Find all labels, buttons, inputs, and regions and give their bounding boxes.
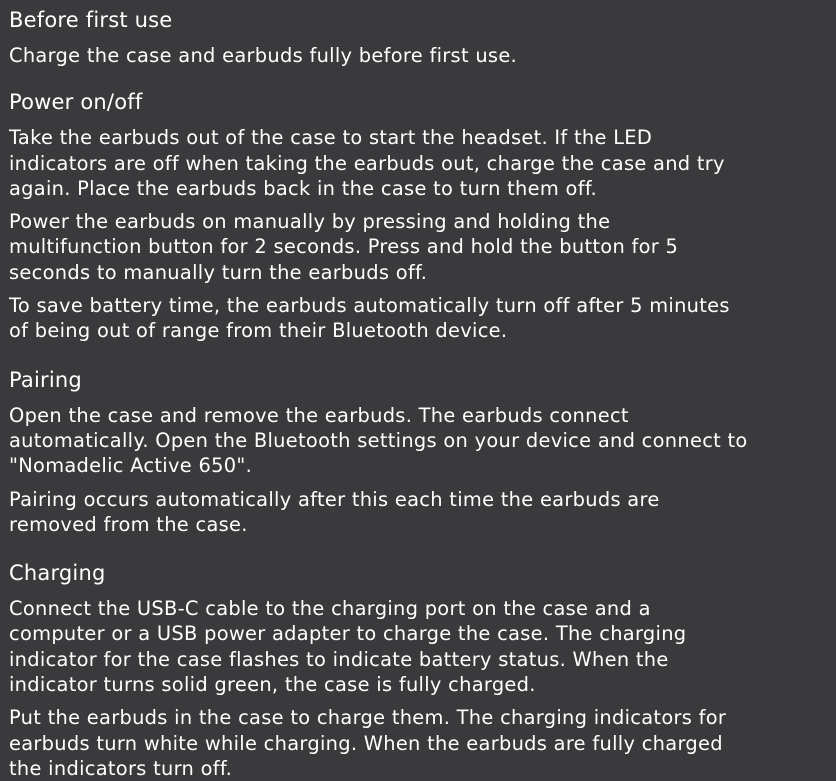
section-heading: Power on/off <box>9 90 143 115</box>
section-paragraph: Take the earbuds out of the case to start the headset. If the LED indicators are off when taking the earbuds out, charge the case and try again. Place the earbuds back in the case to turn them off. <box>9 126 725 200</box>
section-heading: Before first use <box>9 8 173 32</box>
section-paragraph: To save battery time, the earbuds automatically turn off after 5 minutes of being out of range from their Bluetooth device. <box>9 294 730 343</box>
section-paragraph: Put the earbuds in the case to charge them. The charging indicators for earbuds turn white while charging. When the earbuds are fully charged the indicators turn off. <box>9 706 727 780</box>
section-paragraph: Power the earbuds on manually by pressing and holding the multifunction button for 2 seconds. Press and hold the button for 5 seconds to manually turn the earbuds off. <box>9 210 679 284</box>
section-heading: Charging <box>9 561 106 586</box>
section-paragraph: Charge the case and earbuds fully before first use. <box>9 44 518 67</box>
section-charging <box>9 559 836 781</box>
section-paragraph: Connect the USB-C cable to the charging port on the case and a computer or a USB power adapter to charge the case. The charging indicator for the case flashes to indicate battery status. When the indicator turns solid green, the case is fully charged. <box>9 597 687 697</box>
section-power-on-off <box>9 88 836 343</box>
section-paragraph: Open the case and remove the earbuds. The earbuds connect automatically. Open the Bluetooth settings on your device and connect to "Nomadelic Active 650". <box>9 403 748 478</box>
section-paragraph: Pairing occurs automatically after this each time the earbuds are removed from the case. <box>9 487 660 536</box>
section-before-first-use <box>9 6 836 68</box>
section-pairing <box>9 366 836 537</box>
section-heading: Pairing <box>9 367 82 392</box>
